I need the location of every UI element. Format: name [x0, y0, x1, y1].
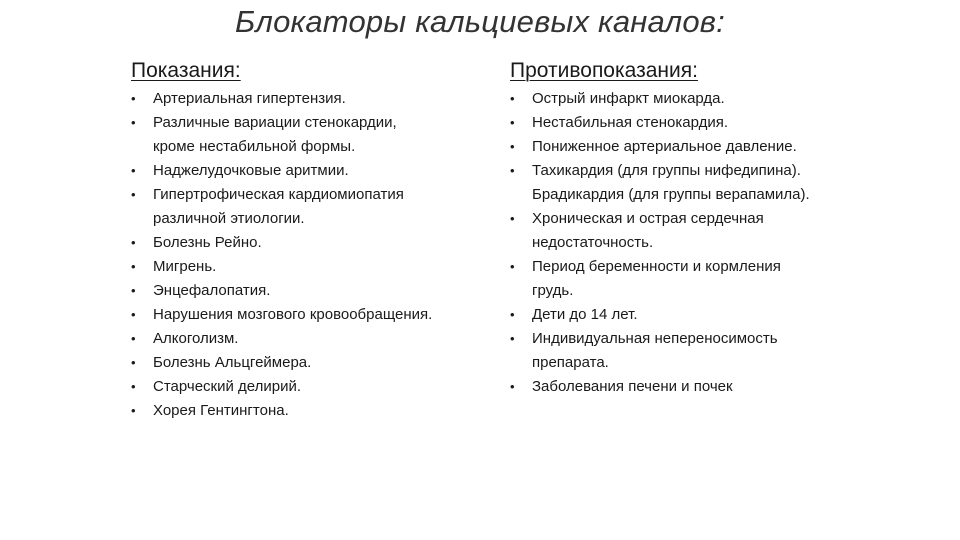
list-item-text: Индивидуальная непереносимость [532, 330, 778, 347]
bullet-icon: • [510, 163, 515, 178]
list-item-text: Нестабильная стенокардия. [532, 114, 728, 131]
list-item-text: Хорея Гентингтона. [153, 402, 289, 419]
list-item-text: грудь. [532, 282, 574, 299]
list-item [131, 87, 506, 111]
list-item-text: Болезнь Рейно. [153, 234, 262, 251]
slide-title: Блокаторы кальциевых каналов: [235, 4, 725, 39]
list-item [131, 279, 506, 303]
bullet-icon: • [131, 235, 136, 250]
list-item-text: Дети до 14 лет. [532, 306, 638, 323]
list-item [131, 327, 506, 351]
list-item-text: Гипертрофическая кардиомиопатия [153, 186, 404, 203]
list-item [131, 255, 506, 279]
list-item [510, 111, 890, 135]
list-item-text: Наджелудочковые аритмии. [153, 162, 349, 179]
indications-list [131, 87, 506, 423]
list-item [131, 303, 506, 327]
bullet-icon: • [131, 283, 136, 298]
list-item [131, 231, 506, 255]
contraindications-heading: Противопоказания: [510, 59, 698, 82]
list-item [131, 399, 506, 423]
bullet-icon: • [510, 379, 515, 394]
list-item-text: Нарушения мозгового кровообращения. [153, 306, 433, 323]
list-item-text: Заболевания печени и почек [532, 378, 733, 395]
list-item-text: Пониженное артериальное давление. [532, 138, 797, 155]
bullet-icon: • [131, 163, 136, 178]
list-item [131, 375, 506, 399]
list-item [510, 375, 890, 399]
bullet-icon: • [510, 331, 515, 346]
bullet-icon: • [131, 379, 136, 394]
bullet-icon: • [510, 139, 515, 154]
list-item-text: Мигрень. [153, 258, 217, 275]
list-item-text: Период беременности и кормления [532, 258, 781, 275]
list-item-text: Болезнь Альцгеймера. [153, 354, 312, 371]
bullet-icon: • [510, 211, 515, 226]
bullet-icon: • [131, 307, 136, 322]
list-item-text: кроме нестабильной формы. [153, 138, 356, 155]
bullet-icon: • [510, 115, 515, 130]
list-item-text: Различные вариации стенокардии, [153, 114, 397, 131]
bullet-icon: • [131, 355, 136, 370]
indications-column [131, 58, 506, 423]
list-item-text: недостаточность. [532, 234, 654, 251]
list-item-text: Брадикардия (для группы верапамила). [532, 186, 810, 203]
bullet-icon: • [131, 187, 136, 202]
list-item [131, 183, 506, 231]
list-item-text: Хроническая и острая сердечная [532, 210, 764, 227]
bullet-icon: • [131, 259, 136, 274]
list-item [510, 255, 890, 303]
list-item-text: Старческий делирий. [153, 378, 302, 395]
bullet-icon: • [131, 403, 136, 418]
bullet-icon: • [131, 115, 136, 130]
bullet-icon: • [510, 91, 515, 106]
bullet-icon: • [131, 91, 136, 106]
list-item-text: препарата. [532, 354, 609, 371]
list-item-text: Артериальная гипертензия. [153, 90, 346, 107]
list-item [510, 303, 890, 327]
list-item-text: Алкоголизм. [153, 330, 239, 347]
contraindications-list [510, 87, 890, 399]
list-item [510, 207, 890, 255]
list-item [510, 159, 890, 207]
list-item-text: Тахикардия (для группы нифедипина). [532, 162, 801, 179]
indications-heading: Показания: [131, 59, 241, 82]
bullet-icon: • [510, 259, 515, 274]
list-item [510, 327, 890, 375]
contraindications-column [510, 58, 890, 399]
list-item [131, 111, 506, 159]
list-item-text: Энцефалопатия. [153, 282, 271, 299]
bullet-icon: • [510, 307, 515, 322]
list-item [131, 351, 506, 375]
list-item-text: Острый инфаркт миокарда. [532, 90, 725, 107]
list-item [510, 135, 890, 159]
list-item-text: различной этиологии. [153, 210, 305, 227]
list-item [131, 159, 506, 183]
bullet-icon: • [131, 331, 136, 346]
list-item [510, 87, 890, 111]
